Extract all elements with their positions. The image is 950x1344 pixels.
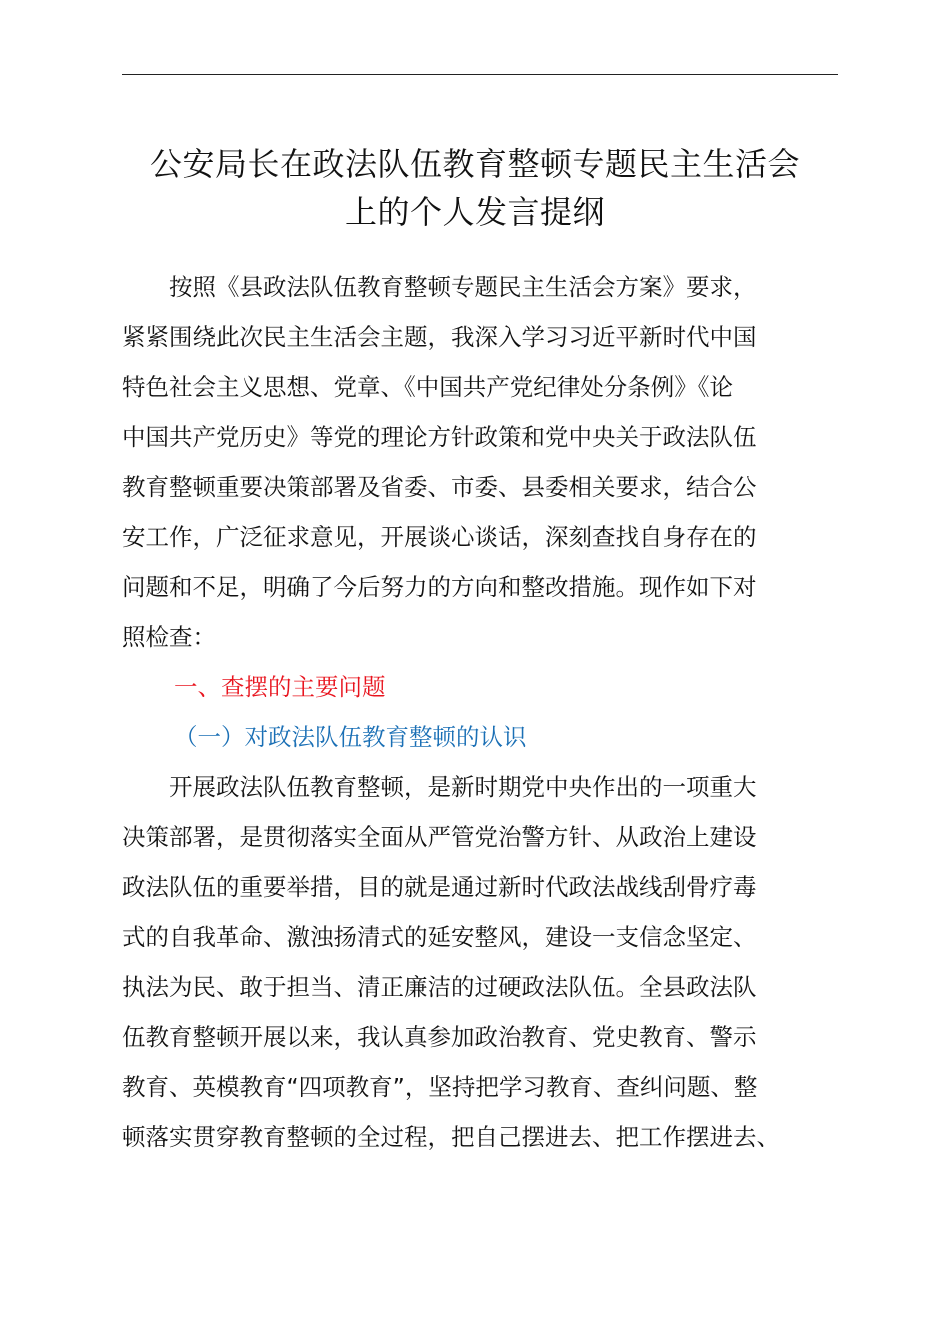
header-rule (122, 74, 838, 75)
paragraph-line: 问题和不足，明确了今后努力的方向和整改措施。现作如下对 (122, 573, 757, 601)
paragraph-line: 特色社会主义思想、党章、《中国共产党纪律处分条例》《论 (122, 373, 733, 401)
paragraph-line: 教育、英模教育“四项教育”，坚持把学习教育、查纠问题、整 (122, 1073, 758, 1101)
title-line-2: 上的个人发言提纲 (344, 193, 605, 231)
document-title (100, 140, 850, 236)
paragraph-line: 开展政法队伍教育整顿，是新时期党中央作出的一项重大 (169, 773, 757, 801)
paragraph-line: 安工作，广泛征求意见，开展谈心谈话，深刻查找自身存在的 (122, 523, 757, 551)
paragraph-line: 顿落实贯穿教育整顿的全过程，把自己摆进去、把工作摆进去、 (122, 1123, 780, 1151)
paragraph-line: 中国共产党历史》等党的理论方针政策和党中央关于政法队伍 (122, 423, 757, 451)
intro-paragraph (122, 262, 842, 662)
paragraph-line: 伍教育整顿开展以来，我认真参加政治教育、党史教育、警示 (122, 1023, 757, 1051)
section-heading: 一、查摆的主要问题 (174, 673, 386, 701)
paragraph-line: 决策部署，是贯彻落实全面从严管党治警方针、从政治上建设 (122, 823, 757, 851)
paragraph-line: 照检查： (122, 623, 216, 651)
document-body (122, 262, 842, 1162)
paragraph-line: 执法为民、敢于担当、清正廉洁的过硬政法队伍。全县政法队 (122, 973, 757, 1001)
paragraph-line: 按照《县政法队伍教育整顿专题民主生活会方案》要求， (169, 273, 757, 301)
paragraph-line: 紧紧围绕此次民主生活会主题，我深入学习习近平新时代中国 (122, 323, 757, 351)
body-paragraph (122, 762, 842, 1162)
paragraph-line: 政法队伍的重要举措，目的就是通过新时代政法战线刮骨疗毒 (122, 873, 757, 901)
title-line-1: 公安局长在政法队伍教育整顿专题民主生活会 (149, 145, 800, 183)
paragraph-line: 式的自我革命、激浊扬清式的延安整风，建设一支信念坚定、 (122, 923, 757, 951)
paragraph-line: 教育整顿重要决策部署及省委、市委、县委相关要求，结合公 (122, 473, 757, 501)
subsection-heading: （一）对政法队伍教育整顿的认识 (174, 723, 527, 751)
